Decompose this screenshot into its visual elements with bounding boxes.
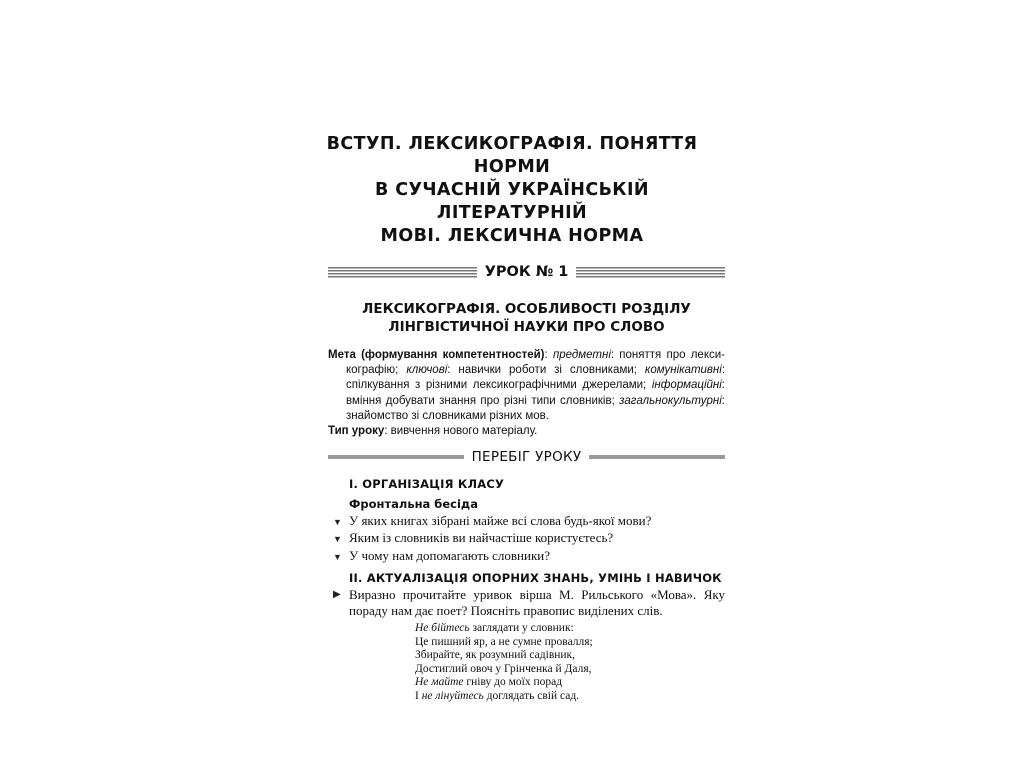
goal-key: ключові (406, 364, 448, 377)
lesson-title-line: ЛЕКСИКОГРАФІЯ. ОСОБЛИВОСТІ РОЗДІЛУ (362, 301, 691, 317)
poem-line: Це пишний яр, а не сумне провалля; (415, 635, 593, 648)
triangle-down-icon: ▼ (333, 534, 342, 545)
lesson-goal: Мета (формування компетентностей): предметні: поняття про лекси-кографію; ключові: навички роботи зі словниками; комунікативні: спілкування з різними лексикографічними джерелами; інформаційні: вміння добувати знання про різні типи словників; загальнокультурні: знайомство зі словниками різних мов. (328, 349, 726, 422)
poem-text: гніву до моїх порад (463, 676, 563, 689)
task-text: Виразно прочитайте уривок вірша М. Рильського «Мова». Яку пораду нам дає поет? Поясніть правопис виділених слів. (349, 587, 725, 618)
lesson-title (328, 300, 725, 336)
lesson-type (328, 424, 725, 439)
question-text: Яким із словників ви найчастіше користуєтесь? (349, 530, 614, 546)
lesson-type-value: : вивчення нового матеріалу. (384, 425, 538, 438)
poem (415, 622, 593, 704)
goal-key: загальнокультурні (619, 394, 722, 407)
poem-emphasis: не лінуйтесь (421, 689, 484, 702)
poem-line (415, 622, 593, 636)
question-list (333, 513, 651, 565)
list-item (333, 530, 651, 547)
lesson-type-label: Тип уроку (328, 425, 385, 438)
poem-line: Достиглий овоч у Грінченка й Даля, (415, 662, 592, 675)
poem-emphasis: Не бійтесь (415, 622, 470, 634)
chapter-title-line: ВСТУП. ЛЕКСИКОГРАФІЯ. ПОНЯТТЯ НОРМИ (326, 134, 698, 177)
section-subtitle: Фронтальна бесіда (349, 497, 478, 511)
divider-right (576, 267, 725, 278)
triangle-down-icon: ▼ (333, 517, 342, 527)
poem-text: заглядати у словник: (469, 622, 574, 634)
chapter-title-line: МОВІ. ЛЕКСИЧНА НОРМА (380, 226, 644, 246)
question-text: У чому нам допомагають словники? (349, 547, 551, 563)
lesson-title-line: ЛІНГВІСТИЧНОЇ НАУКИ ПРО СЛОВО (388, 319, 665, 335)
chapter-title-line: В СУЧАСНІЙ УКРАЇНСЬКІЙ ЛІТЕРАТУРНІЙ (375, 180, 649, 223)
goal-text: : навички роботи зі словниками; (447, 364, 645, 377)
goal-label: Мета (328, 349, 356, 361)
triangle-right-icon: ▶ (333, 589, 341, 600)
section-title: II. АКТУАЛІЗАЦІЯ ОПОРНИХ ЗНАНЬ, УМІНЬ І НАВИЧОК (349, 571, 722, 585)
goal-text: : поняття про лекси-кографію; (346, 349, 725, 377)
goal-text: : знайомство зі словниками різних мов. (346, 394, 725, 422)
poem-text: доглядать свій сад. (483, 689, 580, 702)
poem-line: Збирайте, як розумний садівник, (415, 649, 576, 662)
list-item (333, 548, 651, 565)
goal-text: : вміння добувати знання про різні типи словників; (346, 379, 725, 407)
goal-key: інформаційні (651, 379, 722, 392)
divider-left (328, 267, 477, 278)
goal-paren-label: (формування компетентностей) (361, 349, 545, 361)
divider-left (328, 455, 464, 459)
goal-key: комунікативні (644, 364, 722, 377)
list-item (333, 513, 651, 530)
goal-key: предметні (552, 349, 611, 361)
chapter-title (300, 133, 724, 248)
lesson-meta (328, 348, 725, 439)
poem-emphasis: Не майте (415, 676, 464, 689)
course-header (328, 449, 725, 465)
divider-right (589, 455, 725, 459)
question-text: У яких книгах зібрані майже всі слова будь-якої мови? (349, 513, 652, 528)
goal-text: : спілкування з різними лексикографічними джерелами; (346, 364, 726, 392)
lesson-label: УРОК № 1 (484, 264, 569, 280)
poem-text: І (415, 689, 422, 702)
poem-line (415, 676, 593, 690)
lesson-header (328, 264, 725, 280)
course-label: ПЕРЕБІГ УРОКУ (471, 449, 582, 465)
triangle-down-icon: ▼ (333, 551, 342, 562)
task (333, 587, 725, 618)
poem-line (415, 690, 593, 704)
section-title: I. ОРГАНІЗАЦІЯ КЛАСУ (349, 477, 505, 491)
